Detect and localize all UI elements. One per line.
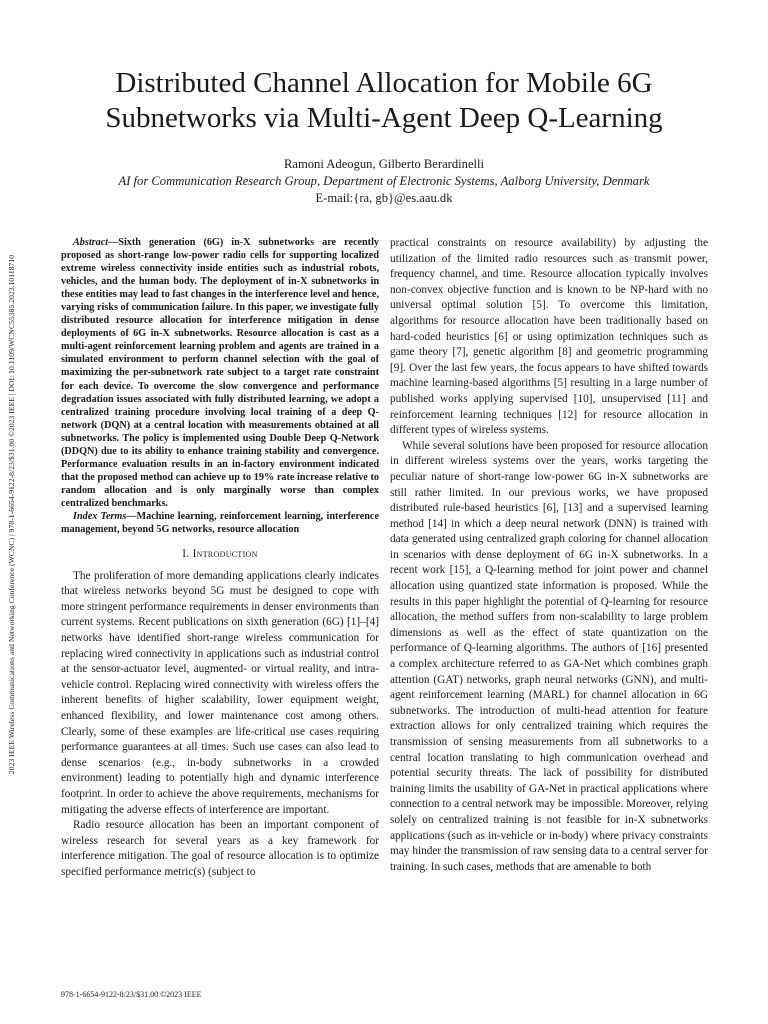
title-line-2: Subnetworks via Multi-Agent Deep Q-Learning [105,102,663,134]
title-line-1: Distributed Channel Allocation for Mobile 6G [115,67,653,99]
author-email: E-mail:{ra, gb}@es.aau.dk [315,191,453,205]
abstract-label: Abstract [73,237,109,248]
left-column [61,236,379,881]
page-footer: 978-1-6654-9122-8/23/$31.00 ©2023 IEEE [61,990,202,999]
section-heading-introduction: I. Introduction [182,548,258,561]
author-names: Ramoni Adeogun, Gilberto Berardinelli [283,157,485,171]
body-paragraph: Radio resource allocation has been an important component of wireless research for several years as a key framework for interference mitigation. The goal of resource allocation is to optimize specified performance metric(s) (subject to [61,819,379,878]
body-paragraph: While several solutions have been proposed for resource allocation in different wireless systems over the years, works targeting the peculiar nature of short-range low-power 6G in-X subnetworks are still rather limited. In our previous works, we have proposed distributed rule-based heuristics [6], [13] and a supervised learning method [14] in which a deep neural network (DNN) is trained with data generated using centralized graph coloring for channel allocation in scenarios with dense deployment of 6G in-X subnetworks. In a recent work [15], a Q-learning method for joint power and channel allocation using quantized state information is proposed. While the results in this paper highlight the potential of Q-learning for resource allocation, the method suffers from non-scalability to large problem dimensions as well as the effect of state quantization on the performance of Q-learning algorithms. The authors of [16] presented a complex architecture referred to as GA-Net which combines graph attention (GAT) networks, graph neural networks (GNN), and multi-agent reinforcement learning (MARL) for channel allocation in 6G subnetworks. The introduction of multi-head attention for feature extraction allows for only centralized training which requires the transmission of sensing measurements from all subnetworks to a central location translating to high communication overhead and potential security threats. The lack of possibility for distributed training limits the usability of GA-Net in practical applications where connection to a central network may be impossible. Moreover, relying solely on centralized training is not feasible for in-X subnetworks applications (such as in-vehicle or in-body) where privacy constraints may hinder the transmission of raw sensing data to a central server for training. In such cases, methods that are amenable to both [390,439,708,873]
side-metadata-text: 2023 IEEE Wireless Communications and Networking Conference (WCNC) | 978-1-6654-9122-8/23/$31.00 ©2023 IEEE | DOI: 10.1109/WCNC55385.2023.10118710 [7,254,17,774]
abstract-text: —Sixth generation (6G) in-X subnetworks are recently proposed as short-range low-power radio cells for supporting localized extreme wireless connectivity inside entities such as industrial robots, vehicles, and the human body. The deployment of in-X subnetworks in these entities may lead to fast changes in the interference level and hence, varying risks of communication failure. In this paper, we investigate fully distributed resource allocation for interference mitigation in dense deployments of 6G in-X subnetworks. Resource allocation is cast as a multi-agent reinforcement learning problem and agents are trained in a simulated environment to perform channel selection with the goal of maximizing the per-subnetwork rate subject to a target rate constraint for each device. To overcome the slow convergence and performance degradation issues associated with fully distributed learning, we adopt a centralized training procedure involving local training of a deep Q-network (DQN) at a central location with measurements obtained at all subnetworks. The policy is implemented using Double Deep Q-Network (DDQN) due to its ability to enhance training stability and convergence. Performance evaluation results in an in-factory environment indicated that the proposed method can achieve up to 19% rate increase relative to random allocation and is only marginally worse than complex centralized benchmarks. [61,237,379,509]
body-paragraph: The proliferation of more demanding applications clearly indicates that wireless networks beyond 5G must be designed to cope with more stringent performance requirements in denser environments than current systems. Recent publications on sixth generation (6G) [1]–[4] networks have identified short-range wireless communication for replacing wired connectivity in applications such as industrial control at the sensor-actuator level, augmented- or virtual reality, and intra-vehicle control. Replacing wired connectivity with wireless offers the inherent benefits of higher scalability, lower equipment weight, enhanced flexibility, and lower maintenance cost among others. Clearly, some of these examples are life-critical use cases requiring performance guarantees at all times. Such use cases can also lead to dense scenarios (e.g., in-body subnetworks in a crowded environment) leading to potentially high and dynamic interference footprint. In order to achieve the above requirements, mechanisms for mitigating the adverse effects of interference are important. [61,569,379,816]
body-paragraph: practical constraints on resource availability) by adjusting the utilization of the limited radio resources such as transmit power, frequency channel, and time. Resource allocation typically involves non-convex objective function and is known to be NP-hard with no universal optimal solution [5]. To overcome this limitation, algorithms for resource allocation have been traditionally based on hard-coded heuristics [6] or using optimization techniques such as game theory [7], genetic algorithm [8] and geometric programming [9]. Over the last few years, the focus appears to have shifted towards machine learning-based algorithms [5] resulting in a large number of published works applying supervised [10], unsupervised [11] and reinforcement learning techniques [12] for resource allocation in different types of wireless systems. [390,237,708,437]
author-affiliation: AI for Communication Research Group, Department of Electronic Systems, Aalborg University, Denmark [118,174,650,188]
right-column [390,236,708,875]
index-terms [61,510,379,536]
paper-title [60,66,708,136]
index-terms-label: Index Terms [73,510,127,522]
abstract [61,236,379,510]
side-metadata-stamp [4,160,20,868]
index-terms-text: —Machine learning, reinforcement learning, interference management, beyond 5G networks, resource allocation [61,510,379,536]
